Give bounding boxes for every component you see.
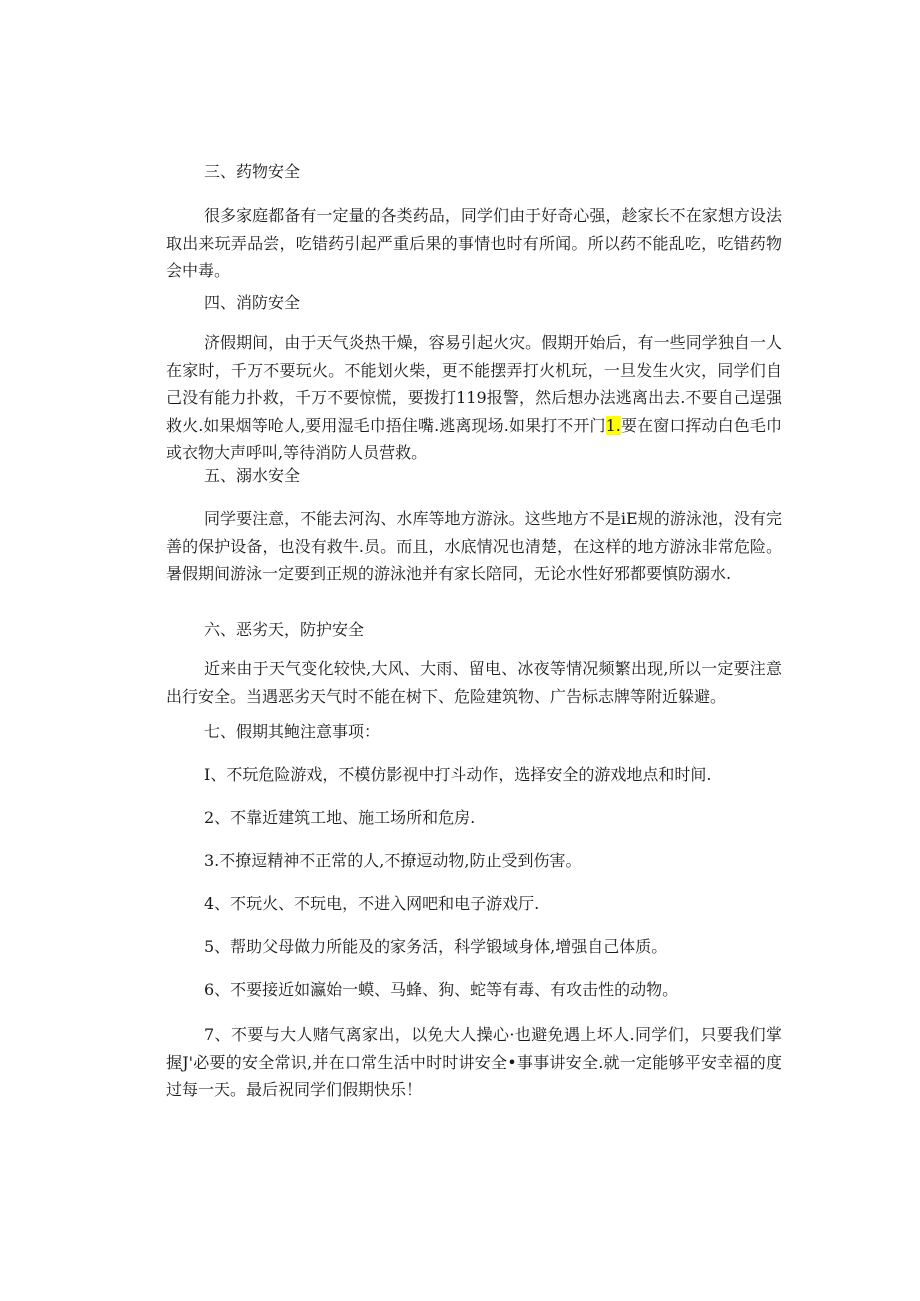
paragraph-medicine-safety: 很多家庭都备有一定量的各类药品，同学们由于好奇心强，趁家长不在家想方设法取出来玩弄品尝，吃错药引起严重后果的事情也时有所闻。所以药不能乱吃，吃错药物会中毒。 (166, 206, 782, 280)
paragraph-drowning-safety: 同学要注意，不能去河沟、水库等地方游泳。这些地方不是iE规的游泳池，没有完善的保护设备，也没有救牛.员。而且，水底情况也清楚，在这样的地方游泳非常危险。暑假期间游泳一定要到正规的游泳池并有家长陪同，无论水性好邪都要慎防溺水. (166, 509, 782, 583)
heading-weather-safety: 六、恶劣天，防护安全 (204, 620, 365, 639)
heading-medicine-safety: 三、药物安全 (204, 162, 301, 181)
list-item: 5、帮助父母做力所能及的家务活，科学锻域身体,增强自己体质。 (204, 937, 668, 956)
list-item: 3.不撩逗精神不正常的人,不撩逗动物,防止受到伤害。 (204, 851, 582, 870)
fire-safety-text-part1: 济假期间，由于天气炎热干燥，容易引起火灾。假期开始后，有一些同学独自一人在家时，千万不要玩火。不能划火柴，更不能摆弄打火机玩，一旦发生火灾，同学们自己没有能力扑救，千万不要惊慌，要拨打119报警，然后想办法逃离出去.不要自己逞强救火.如果烟等呛人,要用湿毛巾捂住嘴.逃离现场.如果打不开门 (166, 333, 782, 435)
list-item: 4、不玩火、不玩电，不进入网吧和电子游戏厅. (204, 894, 540, 913)
list-item: I、不玩危险游戏，不模仿影视中打斗动作，选择安全的游戏地点和时间. (204, 765, 712, 784)
heading-holiday-notes: 七、假期其鲍注意事项： (204, 722, 381, 741)
list-item: 6、不要接近如瀛始一蟆、马蜂、狗、蛇等有毒、有攻击性的动物。 (204, 980, 679, 999)
paragraph-closing: 7、不要与大人赌气离家出，以免大人操心·也避免遇上坏人.同学们，只要我们掌握J'必要的安全常识,并在口常生活中时时讲安全•事事讲安全.就一定能够平安幸福的度过每一天。最后祝同学们假期快乐！ (166, 1025, 782, 1099)
paragraph-weather-safety: 近来由于天气变化较快,大风、大雨、留电、冰夜等情况频繁出现,所以一定要注意出行安全。当遇恶劣天气时不能在树下、危险建筑物、广告标志牌等附近躲避。 (166, 659, 782, 706)
list-item: 2、不靠近建筑工地、施工场所和危房. (204, 808, 476, 827)
fire-safety-text-part2: 要在窗口挥动白色毛巾或衣物大声呼叫,等待消防人员营救。 (166, 415, 782, 462)
paragraph-fire-safety (166, 329, 782, 467)
heading-fire-safety: 四、消防安全 (204, 293, 301, 312)
heading-drowning-safety: 五、溺水安全 (204, 466, 301, 485)
highlighted-text: 1. (605, 415, 621, 435)
